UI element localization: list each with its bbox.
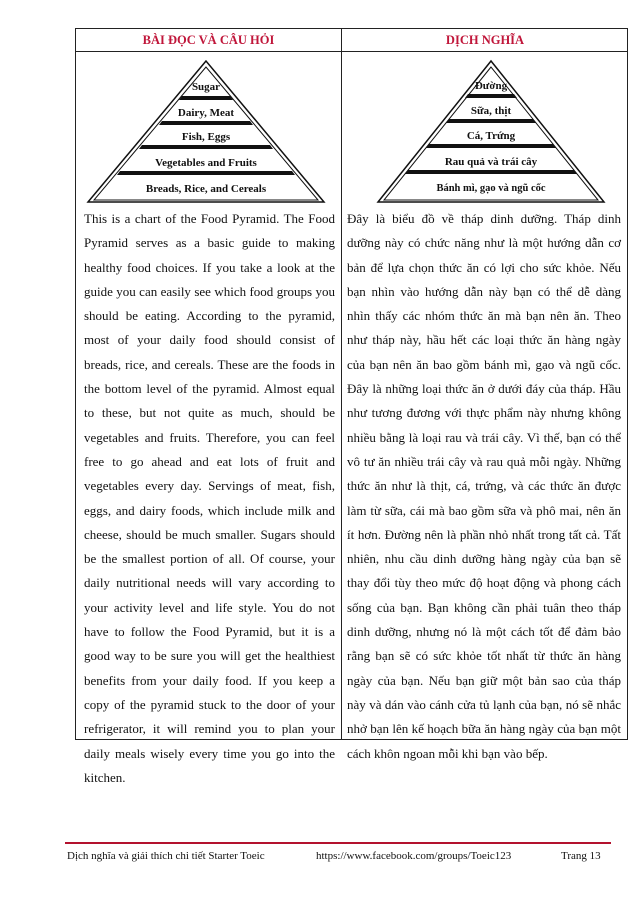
pyramid-vi-level-2: Sữa, thịt — [470, 105, 512, 117]
food-pyramid-vietnamese — [376, 59, 606, 204]
page-number: Trang 13 — [561, 850, 601, 862]
reading-passage-english: This is a chart of the Food Pyramid. The Food Pyramid serves as a basic guide to making healthy food choices. If you take a look at the guide you can easily see which food groups you should be eating. According to the pyramid, most of your daily food should consist of breads, rice, and cereals. These are the foods in the bottom level of the pyramid. Almost equal to these, but not quite as much, should be vegetables and fruits. Therefore, you can feel free to go ahead and eat lots of fruit and vegetables every day. Servings of meat, fish, eggs, and dairy foods, which include milk and cheese, should be much smaller. Sugars should be the smallest portion of all. Of course, your daily nutritional needs will vary according to your activity level and life style. You do not have to follow the Food Pyramid, but it is a good way to be sure you will get the healthiest benefits from your daily food. If you keep a copy of the pyramid stuck to the door of your refrigerator, it will remind you to plan your daily meals wisely every time you go into the kitchen. — [84, 211, 335, 785]
content-table — [75, 28, 628, 785]
pyramid-en-level-4: Vegetables and Fruits — [155, 157, 257, 169]
footer-rule — [65, 842, 611, 844]
footer-link[interactable]: https://www.facebook.com/groups/Toeic123 — [316, 850, 512, 862]
pyramid-en-level-5: Breads, Rice, and Cereals — [145, 183, 267, 195]
pyramid-vi-level-1: Đường — [474, 80, 508, 92]
footer-title: Dịch nghĩa và giải thích chi tiết Starter Toeic — [67, 850, 265, 862]
column-divider — [341, 29, 342, 739]
reading-passage-vietnamese: Đây là biểu đồ về tháp dinh dưỡng. Tháp dinh dưỡng này có chức năng như là một hướng dẫn cơ bản để lựa chọn thức ăn có lợi cho sức khỏe. Nếu bạn nhìn vào hướng dẫn này bạn có thể dễ dàng nhìn thấy các nhóm thức ăn mà bạn nên ăn. Theo như tháp này, hầu hết các loại thức ăn hàng ngày của bạn nên ăn bao gồm bánh mì, gạo và ngũ cốc. Đây là những loại thức ăn ở dưới đáy của tháp. Hầu như tương đương với thực phẩm này nhưng không nhiều bằng là loại rau và trái cây. Vì thế, bạn có thể vô tư ăn nhiều trái cây và rau quả mỗi ngày. Những thức ăn như là thịt, cá, trứng, và các thức ăn được làm từ sữa, cái mà bao gồm sữa và phô mai, nên ăn ít hơn. Đường nên là phần nhỏ nhất trong tất cả. Tất nhiên, nhu cầu dinh dưỡng hàng ngày của bạn sẽ thay đổi tùy theo mức độ hoạt động và phong cách sống của bạn. Bạn không cần phải tuân theo tháp dinh dưỡng, nhưng nó là một cách tốt để đảm bảo rằng bạn sẽ có sức khỏe tốt nhất từ thức ăn hàng ngày của bạn. Nếu bạn giữ một bản sao của tháp này và dán vào cánh cửa tủ lạnh của bạn, nó sẽ nhắc nhở bạn lên kế hoạch bữa ăn hàng ngày của bạn một cách khôn ngoan mỗi khi bạn vào bếp. — [347, 211, 621, 761]
header-reading-questions: BÀI ĐỌC VÀ CÂU HỎI — [142, 33, 275, 47]
pyramid-vi-level-4: Rau quả và trái cây — [444, 156, 538, 168]
pyramid-vi-level-3: Cá, Trứng — [466, 130, 516, 142]
pyramid-en-level-2: Dairy, Meat — [177, 107, 235, 119]
food-pyramid-english — [86, 59, 326, 204]
pyramid-en-level-3: Fish, Eggs — [181, 131, 231, 143]
header-translation: DỊCH NGHĨA — [445, 33, 525, 47]
food-pyramid-english-graphic — [86, 59, 326, 204]
food-pyramid-vietnamese-graphic — [376, 59, 606, 204]
pyramid-en-level-1: Sugar — [191, 81, 221, 93]
pyramid-vi-level-5: Bánh mì, gạo và ngũ cốc — [436, 183, 546, 194]
header-divider — [76, 51, 627, 52]
